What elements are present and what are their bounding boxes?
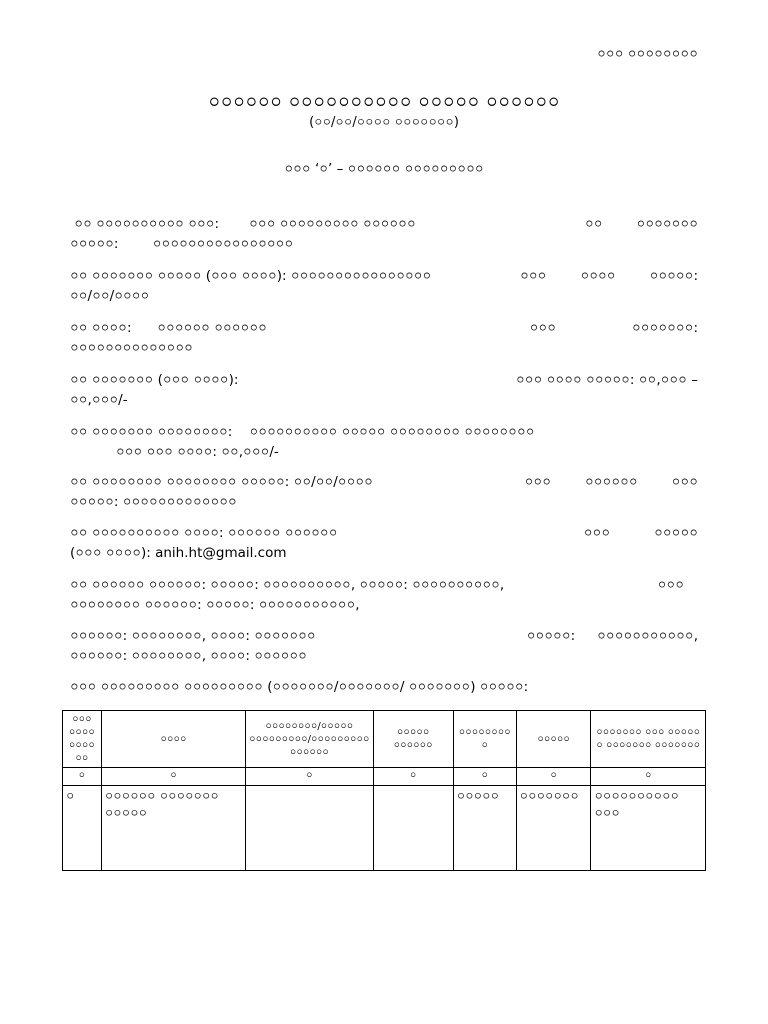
field-value-4c: ০০,০০০/- <box>70 392 128 408</box>
table-cell <box>246 786 373 871</box>
table-index-row <box>63 768 706 786</box>
table-header: ০০০০০ <box>516 711 591 768</box>
field-value-3e: ০০০০০০০০০০০০০০ <box>70 340 193 356</box>
field-9: ০০০০০০: ০০০০০০০০, ০০০০: ০০০০০০০ <box>70 628 316 644</box>
table-header-row <box>63 711 706 768</box>
field-value-9d: ০০০০০০: ০০০০০০০০, ০০০০: ০০০০০০ <box>70 648 307 664</box>
table-caption: ০০০ ০০০০০০০০০ ০০০০০০০০০ (০০০০০০০/০০০০০০০/ ০০০০০০০) ০০০০০: <box>70 679 529 695</box>
field-6d: ০০০ <box>671 474 698 490</box>
table-header: ০০০০ <box>101 711 245 768</box>
field-block-10 <box>70 677 698 697</box>
field-label-1d: ০০০০০: <box>70 236 119 252</box>
field-label-1c: ০০০০০০০ <box>636 216 698 232</box>
field-value-4: ০০০ ০০০০ ০০০০০: ০০,০০০ – <box>516 372 698 388</box>
field-label-3: ০০ ০০০০: <box>70 320 132 336</box>
field-6b: ০০০ <box>524 474 551 490</box>
table-index-cell: ০ <box>373 768 453 786</box>
field-block-3 <box>70 318 698 358</box>
field-block-9 <box>70 626 698 666</box>
table-header: ০০০০০ ০০০০০০ <box>373 711 453 768</box>
field-3c: ০০০ <box>529 320 556 336</box>
field-value-1: ০০০ ০০০০০০০০০ ০০০০০০ <box>249 216 416 232</box>
field-block-5 <box>70 422 698 462</box>
field-value-8c: ০০০০০০০০ ০০০০০০: ০০০০০: ০০০০০০০০০০০, <box>70 597 360 613</box>
field-6: ০০ ০০০০০০০০ ০০০০০০০০ ০০০০০: ০০/০০/০০০০ <box>70 474 373 490</box>
table-header: ০০০ ০০০০ ০০০০ ০০ <box>63 711 102 768</box>
reference-number: ০০০ ০০০০০০০০ <box>597 46 698 62</box>
field-block-8 <box>70 575 698 615</box>
field-block-1 <box>70 214 698 254</box>
document-title: ০০০০০০ ০০০০০০০০০০ ০০০০০ ০০০০০০ <box>208 91 560 113</box>
table-cell <box>373 786 453 871</box>
field-value-6e: ০০০০০: ০০০০০০০০০০০০০ <box>70 494 237 510</box>
table-cell: ০০০০০০০০০০ ০০০ <box>591 786 706 871</box>
field-7c: ০০০০০ <box>654 525 698 541</box>
table-cell: ০০০০০০০ <box>516 786 591 871</box>
field-value-3: ০০০০০০ ০০০০০০ <box>157 320 267 336</box>
field-3d: ০০০০০০০: <box>632 320 698 336</box>
table-index-cell: ০ <box>246 768 373 786</box>
field-block-2 <box>70 266 698 306</box>
field-2: ০০ ০০০০০০০ ০০০০০ (০০০ ০০০০): ০০০০০০০০০০০০০০০০ <box>70 268 432 284</box>
field-block-6 <box>70 472 698 512</box>
table-cell: ০০০০০০ ০০০০০০০ ০০০০০ <box>101 786 245 871</box>
field-value-2: ০০/০০/০০০০ <box>70 288 150 304</box>
field-block-7 <box>70 523 698 563</box>
field-label-1: ০০ ০০০০০০০০০০ ০০০: <box>74 216 220 232</box>
table-header: ০০০০০০০০ ০ <box>453 711 516 768</box>
table-header: ০০০০০০০ ০০০ ০০০০০ ০ ০০০০০০০ ০০০০০০০ <box>591 711 706 768</box>
field-9b: ০০০০০: <box>526 628 576 644</box>
table-index-cell: ০ <box>591 768 706 786</box>
field-label-4: ০০ ০০০০০০০ (০০০ ০০০০): <box>70 372 239 388</box>
field-6c: ০০০০০০ <box>584 474 638 490</box>
field-label-1b: ০০ <box>584 216 603 232</box>
table-index-cell: ০ <box>63 768 102 786</box>
field-8b: ০০০ <box>657 577 684 593</box>
document-subtitle: (০০/০০/০০০০ ০০০০০০০) <box>309 115 459 130</box>
table-row <box>63 786 706 871</box>
field-7b: ০০০ <box>583 525 611 541</box>
field-2b: ০০০ <box>520 268 547 284</box>
records-table <box>62 710 706 871</box>
field-value-5: ০০০০০০০০০০ ০০০০০ ০০০০০০০০ ০০০০০০০০ <box>249 424 535 440</box>
table-index-cell: ০ <box>453 768 516 786</box>
table-header: ০০০০০০০০/০০০০০ ০০০০০০০০০/০০০০০০০০০ ০০০০০০ <box>246 711 373 768</box>
field-7: ০০ ০০০০০০০০০০ ০০০০: ০০০০০০ ০০০০০০ <box>70 525 338 541</box>
field-label-5: ০০ ০০০০০০০ ০০০০০০০০: <box>70 424 233 440</box>
field-9c: ০০০০০০০০০০০, <box>597 628 698 644</box>
table-cell: ০০০০০ <box>453 786 516 871</box>
field-2d: ০০০০০: <box>649 268 698 284</box>
field-block-4 <box>70 370 698 410</box>
field-value-5c: ০০০ ০০০ ০০০০: ০০,০০০/- <box>116 444 279 460</box>
section-title: ০০০ ‘০’ – ০০০০০০ ০০০০০০০০০ <box>284 161 484 177</box>
table-index-cell: ০ <box>516 768 591 786</box>
table-cell: ০ <box>63 786 102 871</box>
field-value-1d: ০০০০০০০০০০০০০০০০ <box>152 236 294 252</box>
email-value: (০০০ ০০০০): anih.ht@gmail.com <box>70 545 287 561</box>
table-index-cell: ০ <box>101 768 245 786</box>
field-8: ০০ ০০০০০০ ০০০০০০: ০০০০০: ০০০০০০০০০০, ০০০০০: ০০০০০০০০০০, <box>70 577 505 593</box>
field-2c: ০০০০ <box>580 268 616 284</box>
